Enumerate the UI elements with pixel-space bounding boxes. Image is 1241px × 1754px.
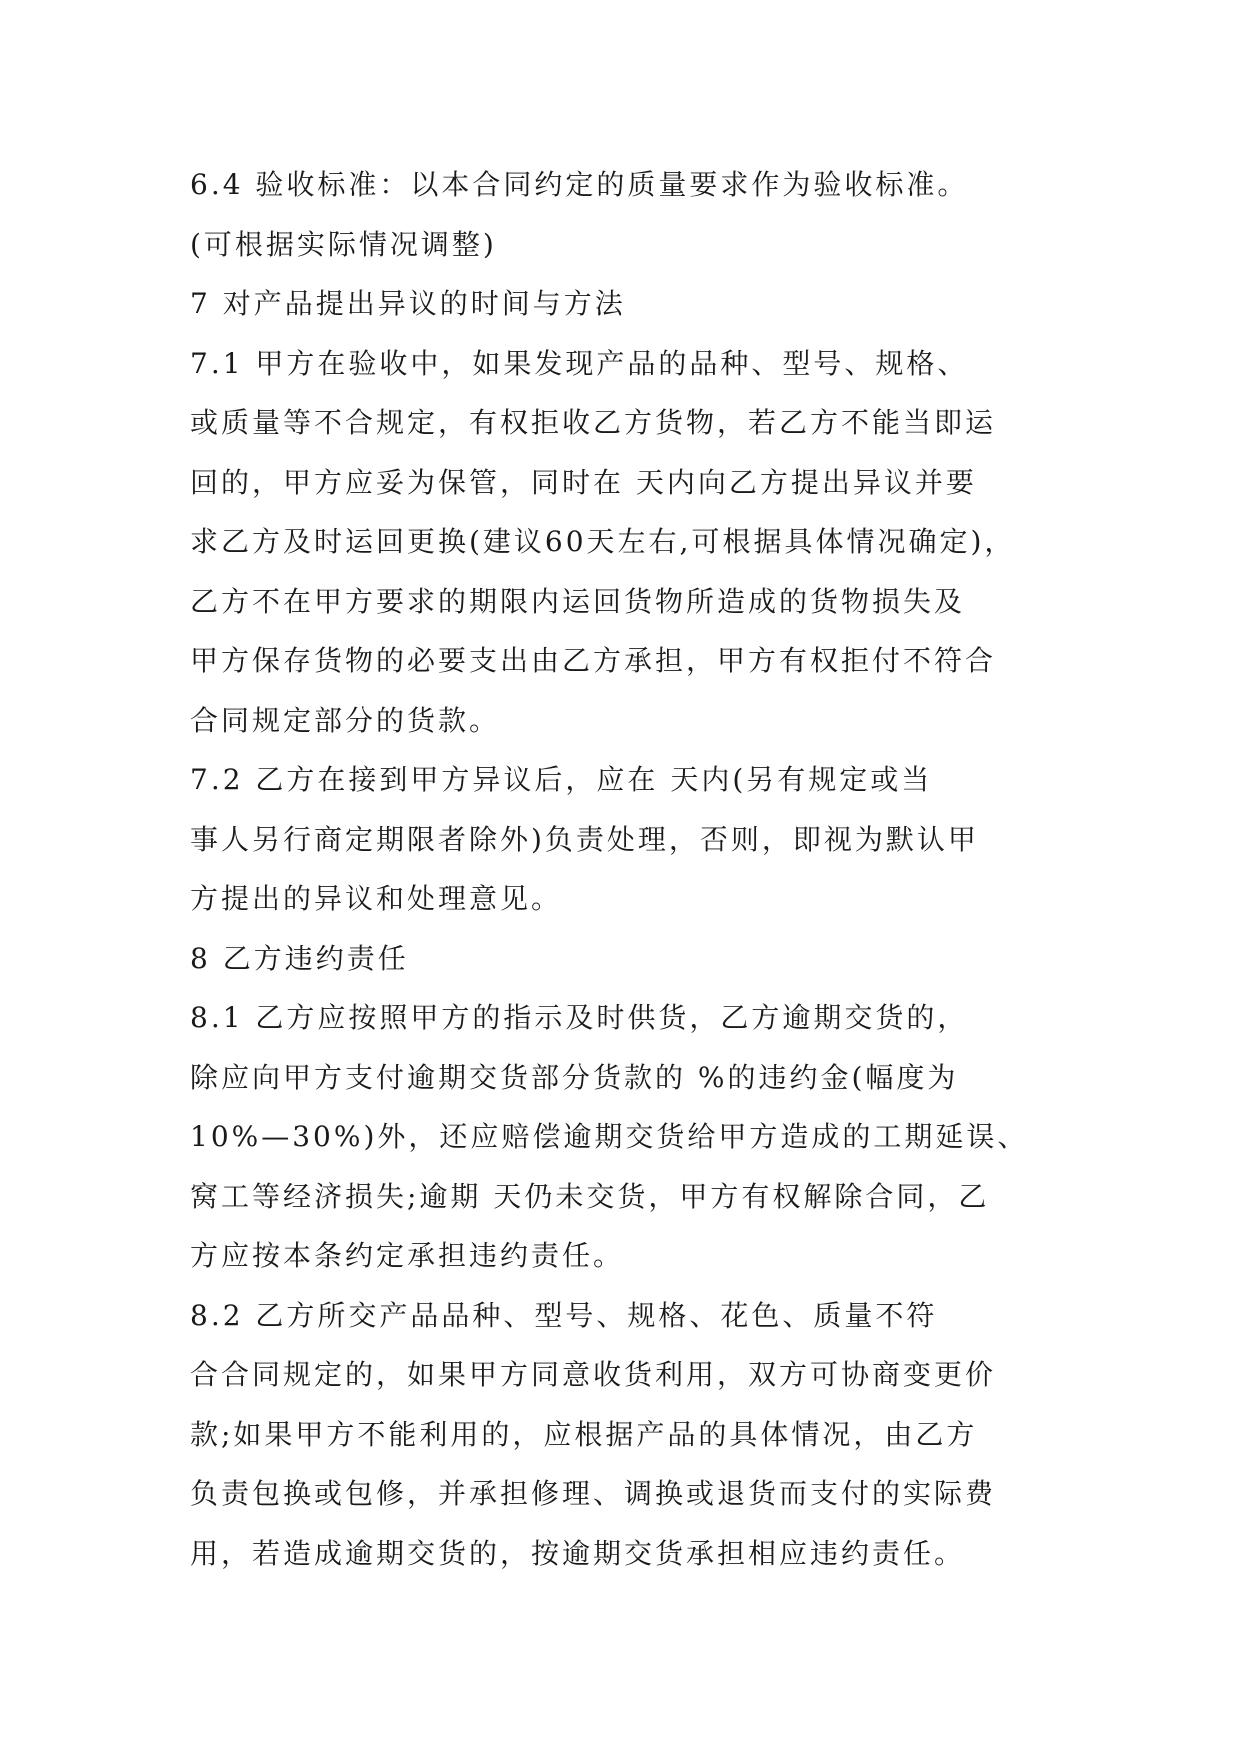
text-line: 甲方保存货物的必要支出由乙方承担，甲方有权拒付不符合 xyxy=(190,644,997,677)
text-line: 8.2 乙方所交产品品种、型号、规格、花色、质量不符 xyxy=(190,1298,938,1332)
text-line: 方提出的异议和处理意见。 xyxy=(190,882,563,915)
text-line: 窝工等经济损失;逾期 天仍未交货，甲方有权解除合同，乙 xyxy=(190,1179,990,1213)
text-line: 回的，甲方应妥为保管，同时在 天内向乙方提出异议并要 xyxy=(190,465,977,499)
text-line: 负责包换或包修，并承担修理、调换或退货而支付的实际费 xyxy=(190,1477,997,1510)
text-line: 合合同规定的，如果甲方同意收货利用，双方可协商变更价 xyxy=(190,1358,997,1391)
text-line: 方应按本条约定承担违约责任。 xyxy=(190,1239,625,1272)
text-line: 事人另行商定期限者除外)负责处理，否则，即视为默认甲 xyxy=(190,822,979,856)
text-line: 7.1 甲方在验收中，如果发现产品的品种、型号、规格、 xyxy=(190,346,969,380)
paragraph-6-4 xyxy=(190,155,1060,274)
text-line: 用，若造成逾期交货的，按逾期交货承担相应违约责任。 xyxy=(190,1536,966,1570)
paragraph-8-2 xyxy=(190,1286,1060,1584)
text-line: 7.2 乙方在接到甲方异议后，应在 天内(另有规定或当 xyxy=(190,763,933,796)
text-line: 乙方不在甲方要求的期限内运回货物所造成的货物损失及 xyxy=(190,584,966,618)
paragraph-7-1 xyxy=(190,334,1060,751)
text-line: 8 乙方违约责任 xyxy=(190,941,409,975)
text-line: 10%—30%)外，还应赔偿逾期交货给甲方造成的工期延误、 xyxy=(190,1120,1029,1153)
text-line: 除应向甲方支付逾期交货部分货款的 %的违约金(幅度为 xyxy=(190,1060,959,1094)
document-body xyxy=(190,155,1060,1583)
text-line: 7 对产品提出异议的时间与方法 xyxy=(190,287,626,320)
paragraph-8-1 xyxy=(190,988,1060,1286)
text-line: 或质量等不合规定，有权拒收乙方货物，若乙方不能当即运 xyxy=(190,406,997,439)
paragraph-7-2 xyxy=(190,750,1060,929)
section-heading-8 xyxy=(190,929,1060,989)
text-line: (可根据实际情况调整) xyxy=(190,227,497,261)
text-line: 6.4 验收标准：以本合同约定的质量要求作为验收标准。 xyxy=(190,168,969,201)
section-heading-7 xyxy=(190,274,1060,334)
text-line: 8.1 乙方应按照甲方的指示及时供货，乙方逾期交货的， xyxy=(190,1001,969,1034)
text-line: 合同规定部分的货款。 xyxy=(190,703,501,737)
text-line: 款;如果甲方不能利用的，应根据产品的具体情况，由乙方 xyxy=(190,1417,978,1451)
text-line: 求乙方及时运回更换(建议60天左右,可根据具体情况确定)， xyxy=(190,525,1016,558)
